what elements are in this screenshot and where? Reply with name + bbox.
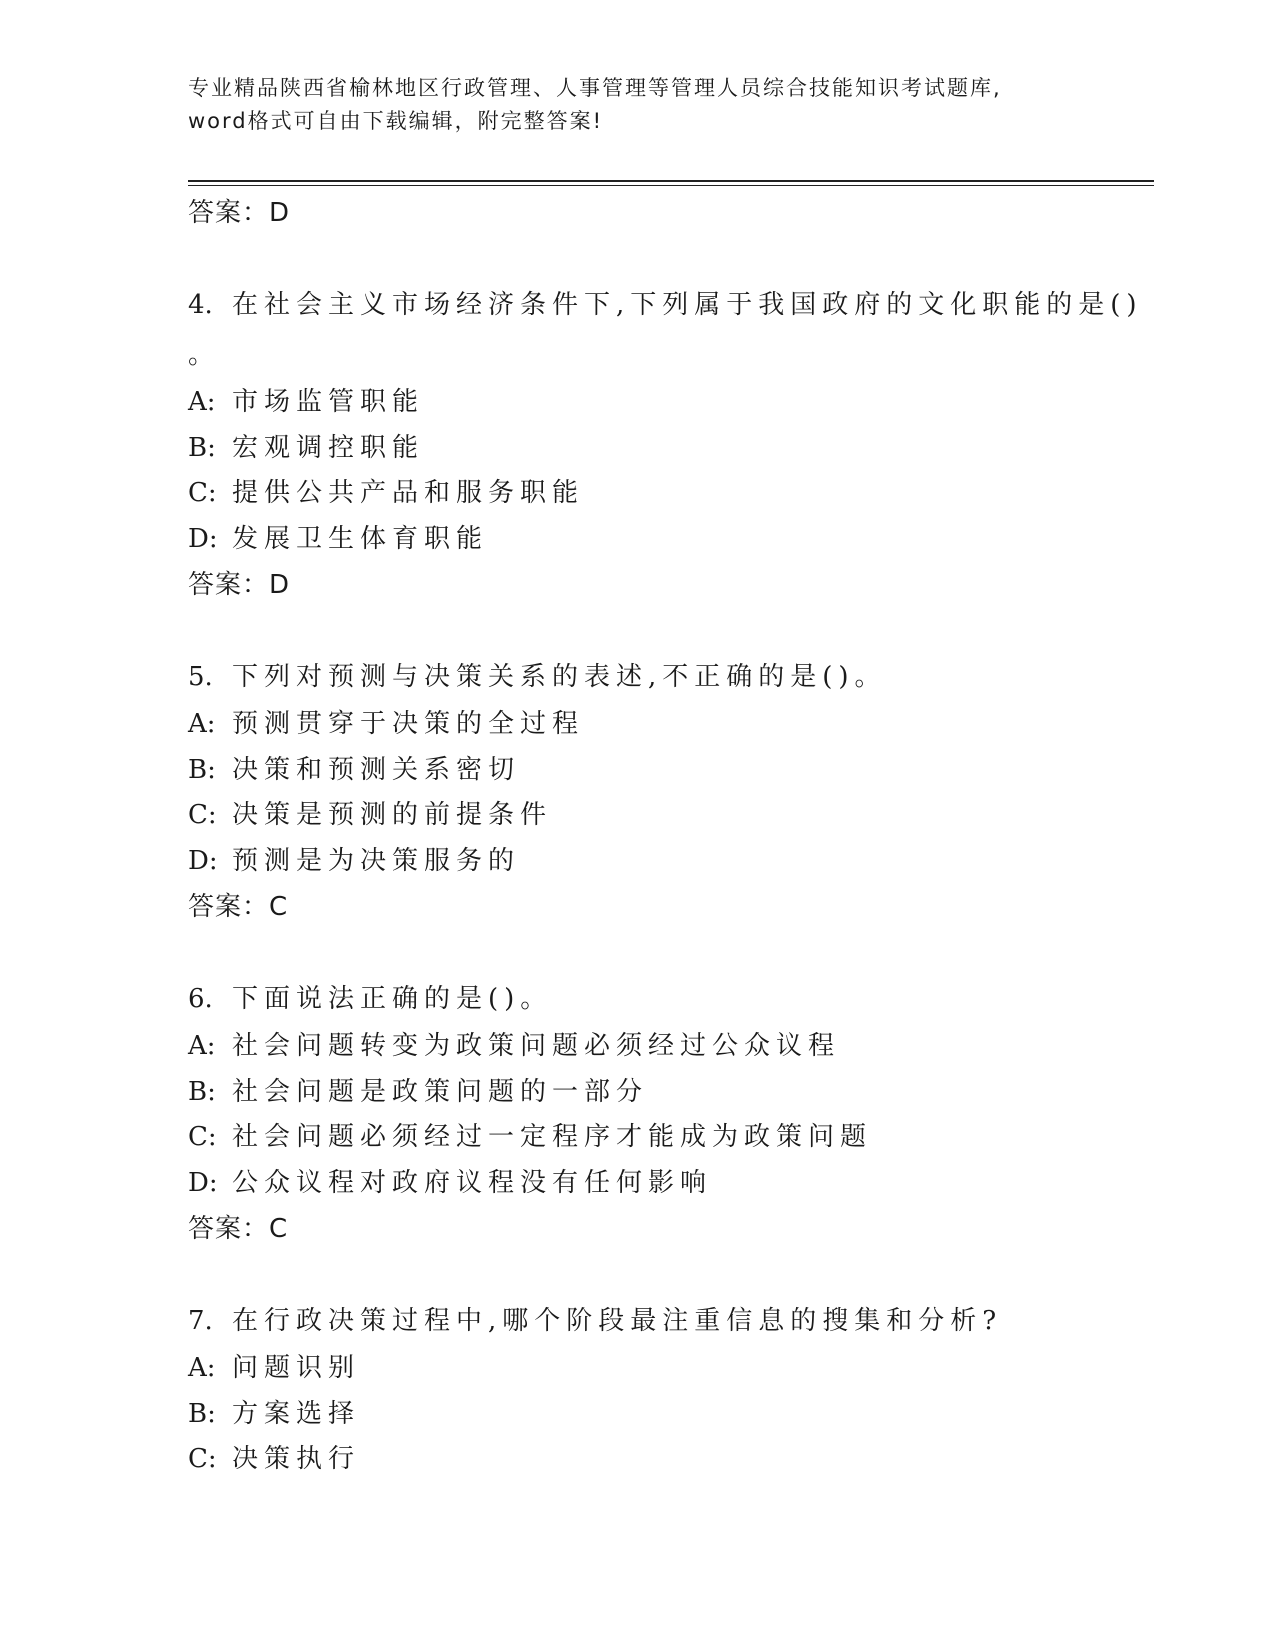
option-c: [188, 793, 1154, 839]
option-b: [188, 426, 1154, 472]
question-stem: [188, 1296, 1154, 1346]
question-stem: [188, 280, 1154, 330]
option-letter: A:: [188, 709, 216, 739]
option-letter: D:: [188, 523, 218, 554]
question-text: 在社会主义市场经济条件下,下列属于我国政府的文化职能的是(): [232, 290, 1143, 320]
option-a: [188, 702, 1154, 748]
option-text: 提供公共产品和服务职能: [232, 478, 585, 508]
option-text: 社会问题必须经过一定程序才能成为政策问题: [232, 1122, 873, 1152]
question-number: 5.: [188, 662, 213, 692]
option-c: [188, 471, 1154, 517]
question-7: [188, 1296, 1154, 1483]
option-text: 决策和预测关系密切: [232, 754, 521, 785]
question-number: 4.: [188, 290, 213, 320]
option-letter: C:: [188, 800, 217, 830]
option-text: 方案选择: [232, 1398, 361, 1429]
option-d: [188, 517, 1154, 563]
option-b: [188, 1392, 1154, 1438]
question-5: [188, 652, 1154, 930]
option-text: 决策执行: [232, 1444, 361, 1474]
option-letter: C:: [188, 1444, 217, 1474]
answer-line: 答案：C: [188, 892, 289, 922]
header-divider-thick: [188, 180, 1154, 182]
option-c: [188, 1115, 1154, 1161]
question-stem-tail: 。: [188, 340, 221, 370]
question-number: 7.: [188, 1306, 213, 1336]
option-text: 社会问题是政策问题的一部分: [232, 1076, 649, 1107]
question-text: 下列对预测与决策关系的表述,不正确的是()。: [232, 662, 887, 692]
option-text: 预测是为决策服务的: [232, 845, 521, 876]
question-text: 下面说法正确的是()。: [232, 984, 553, 1014]
header-divider-thin: [188, 185, 1154, 186]
option-letter: C:: [188, 478, 217, 508]
option-text: 社会问题转变为政策问题必须经过公众议程: [232, 1031, 841, 1061]
option-b: [188, 1070, 1154, 1116]
question-number: 6.: [188, 984, 213, 1014]
question-4: [188, 280, 1154, 608]
option-letter: B:: [188, 754, 216, 785]
question-6: [188, 974, 1154, 1252]
option-letter: D:: [188, 845, 218, 876]
option-letter: A:: [188, 1031, 216, 1061]
exam-content: [188, 190, 1154, 1483]
option-text: 公众议程对政府议程没有任何影响: [232, 1167, 713, 1198]
document-header: [188, 72, 1088, 138]
option-text: 预测贯穿于决策的全过程: [232, 709, 585, 739]
option-letter: A:: [188, 1353, 216, 1383]
option-letter: B:: [188, 1398, 216, 1429]
option-text: 市场监管职能: [232, 387, 425, 417]
answer-line: 答案：C: [188, 1214, 289, 1244]
option-text: 决策是预测的前提条件: [232, 800, 553, 830]
option-a: [188, 1346, 1154, 1392]
answer-line: 答案：D: [188, 570, 291, 600]
answer-line: 答案：D: [188, 198, 291, 228]
option-d: [188, 839, 1154, 885]
header-line-1: 专业精品陕西省榆林地区行政管理、人事管理等管理人员综合技能知识考试题库,: [188, 76, 1002, 100]
option-a: [188, 1024, 1154, 1070]
option-letter: A:: [188, 387, 216, 417]
question-stem: [188, 974, 1154, 1024]
option-letter: D:: [188, 1167, 218, 1198]
option-letter: C:: [188, 1122, 217, 1152]
option-letter: B:: [188, 1076, 216, 1107]
header-line-2: word格式可自由下载编辑，附完整答案!: [188, 109, 604, 133]
option-text: 宏观调控职能: [232, 432, 425, 463]
option-text: 问题识别: [232, 1353, 361, 1383]
option-d: [188, 1161, 1154, 1207]
question-stem: [188, 652, 1154, 702]
question-text: 在行政决策过程中,哪个阶段最注重信息的搜集和分析?: [232, 1306, 1003, 1336]
option-c: [188, 1437, 1154, 1483]
option-text: 发展卫生体育职能: [232, 523, 489, 554]
option-b: [188, 748, 1154, 794]
option-letter: B:: [188, 432, 216, 463]
option-a: [188, 380, 1154, 426]
